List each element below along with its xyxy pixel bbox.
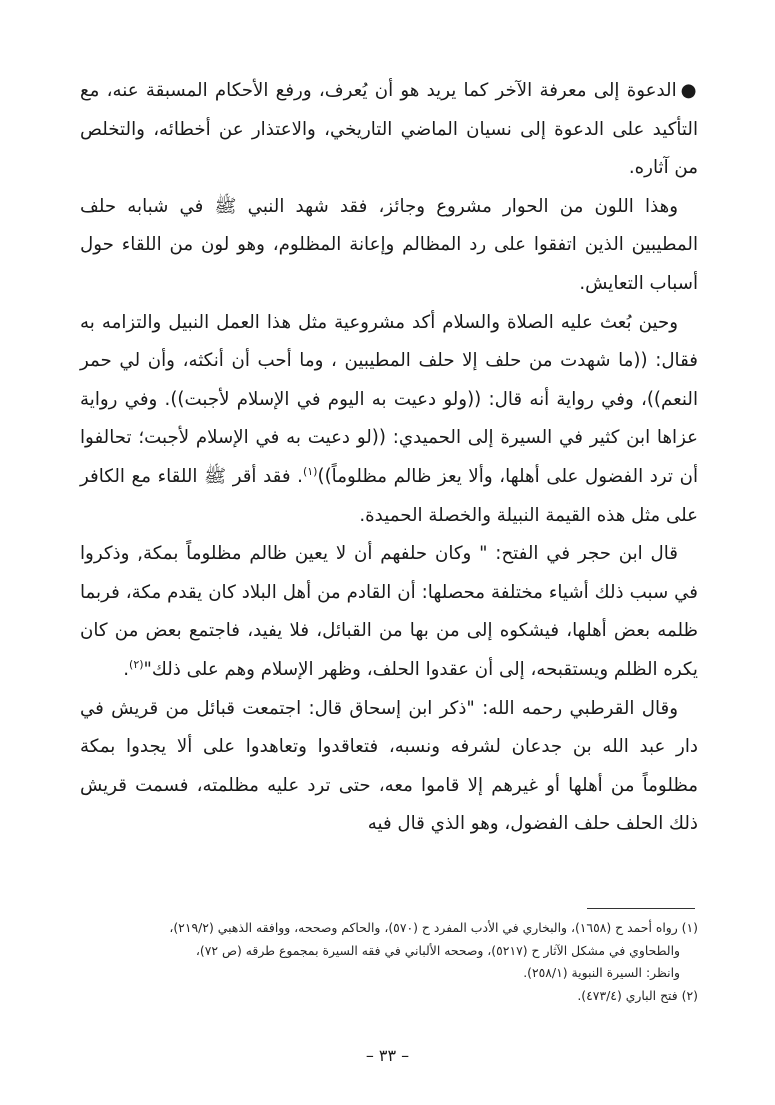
paragraph-4-text-b: .	[123, 658, 130, 680]
footnote-2: (٢) فتح الباري (٤٧٣/٤).	[577, 987, 698, 1003]
paragraph-3-text-a: وحين بُعث عليه الصلاة والسلام أكد مشروعية مثل هذا العمل النبيل والتزامه به فقال: ((ما شهدت من حلف إلا حلف المطيبين ، وما أحب أن أنكثه، وأن لي حمر النعم))، وفي رواية أنه قال: ((ولو دعيت به اليوم في الإسلام لأجبت)). وفي رواية عزاها ابن كثير في السيرة إلى الحميدي: ((لو دعيت به في الإسلام لأجبت؛ تحالفوا أن ترد الفضول على أهلها، وألا يعز ظالم مظلوماً))	[80, 311, 699, 487]
page-number: – ٣٣ –	[365, 1046, 410, 1065]
paragraph-3	[80, 304, 698, 536]
paragraph-5: وقال القرطبي رحمه الله: "ذكر ابن إسحاق قال: اجتمعت قبائل من قريش في دار عبد الله بن جدعان لشرفه ونسبه، فتعاقدوا وتعاهدوا على ألا يجدوا بمكة مظلوماً من أهلها أو غيرهم إلا قاموا معه، حتى ترد عليه مظلمته، فسمت قريش ذلك الحلف حلف الفضول، وهو الذي قال فيه	[80, 697, 698, 835]
paragraph-4-text-a: قال ابن حجر في الفتح: " وكان حلفهم أن لا يعين ظالم مظلوماً بمكة, وذكروا في سبب ذلك أشياء مختلفة محصلها: أن القادم من أهل البلاد كان يقدم مكة، فربما ظلمه بعض أهلها، فيشكوه إلى من بها من القبائل، فلا يفيد، فاجتمع بعض من كان يكره الظلم ويستقبحه، إلى أن عقدوا الحلف، وظهر الإسلام وهم على ذلك"	[80, 543, 698, 680]
footnote-1-line-2: والطحاوي في مشكل الآثار ح (٥٢١٧)، وصححه الألباني في فقه السيرة بمجموع طرقه (ص ٧٢)،	[195, 942, 680, 958]
paragraph-2: وهذا اللون من الحوار مشروع وجائز، فقد شهد النبي ﷺ في شبابه حلف المطيبين الذين اتفقوا على رد المظالم وإعانة المظلوم، وهو لون من اللقاء حول أسباب التعايش.	[80, 195, 698, 294]
paragraph-1	[80, 72, 698, 188]
footnote-ref-1[interactable]: (١)	[302, 464, 318, 478]
paragraph-4	[80, 535, 698, 689]
paragraph-3-text-b: . فقد أقر ﷺ اللقاء مع الكافر على مثل هذه القيمة النبيلة والخصلة الحميدة.	[80, 465, 698, 526]
footnote-1-line-1: (١) رواه أحمد ح (١٦٥٨)، والبخاري في الأدب المفرد ح (٥٧٠)، والحاكم وصححه، ووافقه الذهبي (٢١٩/٢)،	[169, 920, 698, 935]
footnotes	[90, 917, 698, 1007]
paragraph-1-text: الدعوة إلى معرفة الآخر كما يريد هو أن يُعرف، ورفع الأحكام المسبقة عنه، مع التأكيد على الدعوة إلى نسيان الماضي التاريخي، والاعتذار عن أخطائه، والتخلص من آثاره.	[80, 80, 698, 179]
footnote-ref-2[interactable]: (٢)	[129, 657, 144, 671]
bullet-icon: ●	[680, 80, 698, 101]
footnote-divider	[587, 908, 695, 909]
footnote-1-line-3: وانظر: السيرة النبوية (٢٥٨/١).	[523, 965, 680, 980]
main-text	[80, 72, 698, 844]
